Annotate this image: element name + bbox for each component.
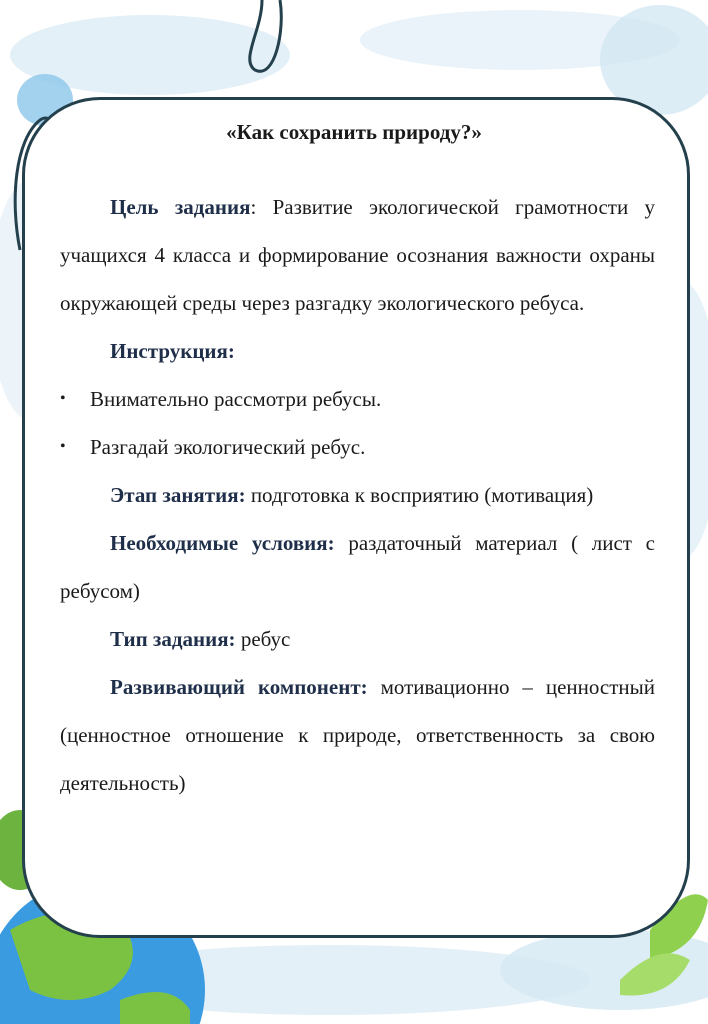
component-label: Развивающий компонент: [110, 675, 368, 699]
conditions-text: раздаточный материал ( лист с ребусом) [60, 531, 655, 603]
task-description [60, 183, 655, 807]
bullet-icon: • [60, 438, 66, 455]
list-item-text: Внимательно рассмотри ребусы. [90, 387, 382, 411]
conditions-paragraph [60, 519, 655, 615]
task-type-label: Тип задания: [110, 627, 236, 651]
goal-label: Цель задания [110, 195, 251, 219]
component-paragraph [60, 663, 655, 807]
bullet-icon: • [60, 390, 66, 407]
instruction-list [60, 375, 655, 471]
list-item [60, 375, 655, 423]
conditions-label: Необходимые условия: [110, 531, 335, 555]
component-text: мотивационно – ценностный (ценностное отношение к природе, ответственность за свою деятельность) [60, 675, 656, 795]
task-type-text: ребус [240, 627, 291, 651]
list-item [60, 423, 655, 471]
stage-label: Этап занятия: [110, 483, 246, 507]
task-type-paragraph [60, 615, 655, 663]
stage-paragraph [60, 471, 655, 519]
page-title: «Как сохранить природу?» [226, 120, 482, 144]
goal-separator: : [250, 195, 257, 219]
list-item-text: Разгадай экологический ребус. [90, 435, 366, 459]
instruction-heading: Инструкция: [110, 339, 235, 363]
goal-paragraph [60, 183, 655, 327]
goal-text: Развитие экологической грамотности у учащихся 4 класса и формирование осознания важности охраны окружающей среды через разгадку экологического ребуса. [60, 195, 655, 315]
stage-text: подготовка к восприятию (мотивация) [250, 483, 594, 507]
